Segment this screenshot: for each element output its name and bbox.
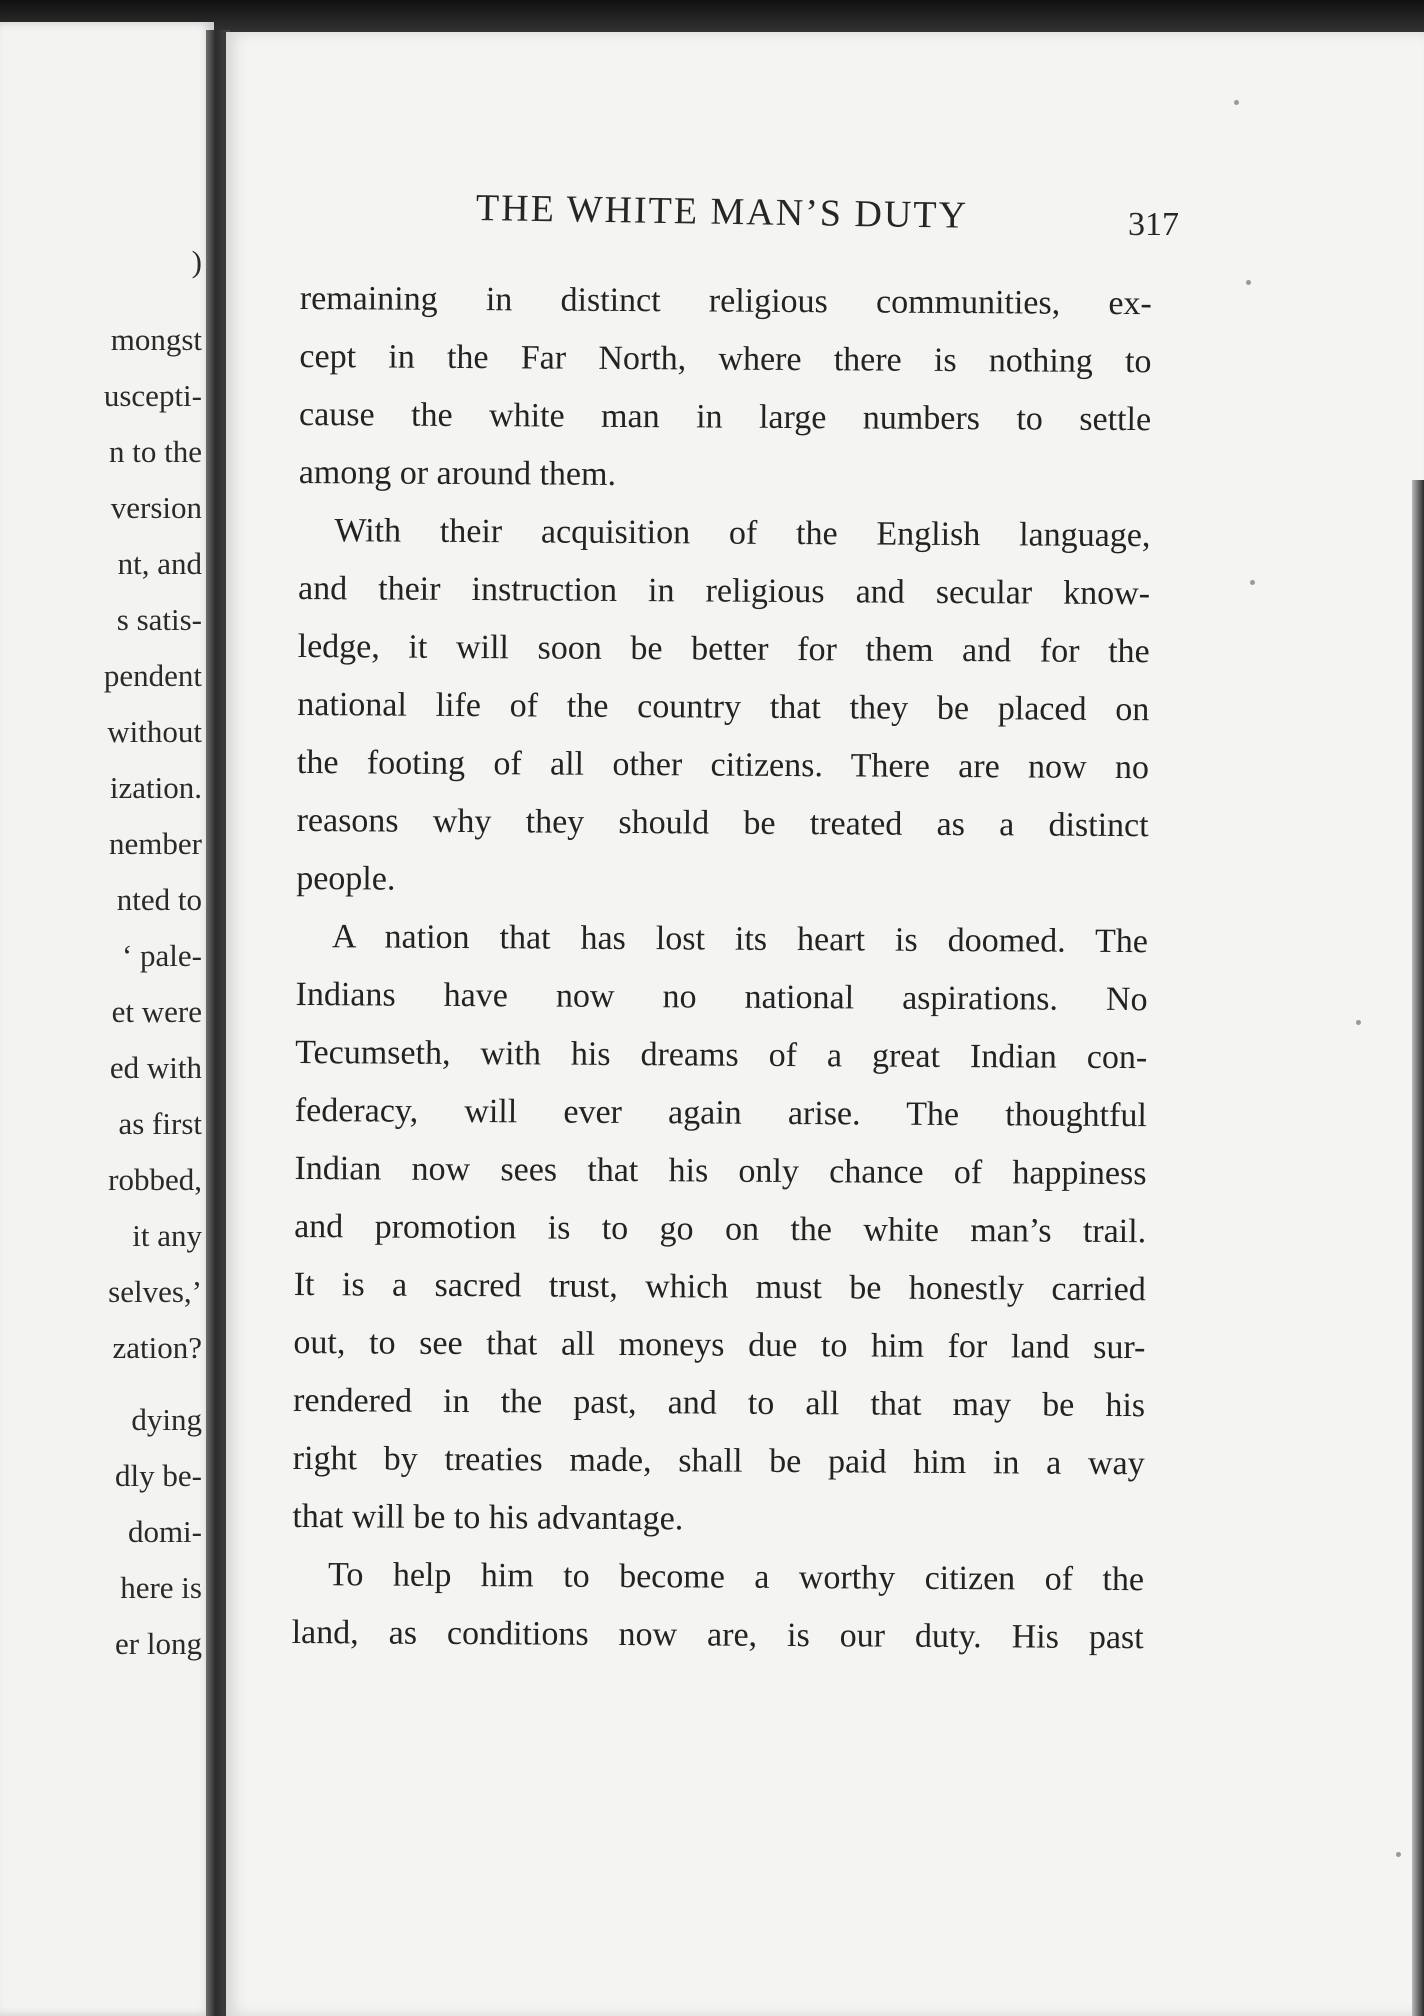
text-line: To help him to become a worthy citizen of the bbox=[327, 1556, 1145, 1599]
left-page-line: dying bbox=[131, 1402, 202, 1437]
text-line: It is a sacred trust, which must be honestly carried bbox=[293, 1265, 1146, 1309]
text-line: among or around them. bbox=[298, 453, 617, 493]
paper-speck bbox=[1246, 280, 1251, 285]
text-line: A nation that has lost its heart is doomed. The bbox=[331, 918, 1149, 961]
paper-speck bbox=[1356, 1020, 1361, 1025]
text-line: cause the white man in large numbers to settle bbox=[299, 395, 1152, 439]
text-line: remaining in distinct religious communities, ex- bbox=[299, 279, 1152, 323]
left-page-line: et were bbox=[111, 994, 202, 1029]
text-line: out, to see that all moneys due to him for land sur- bbox=[293, 1323, 1146, 1367]
left-page-line: nember bbox=[109, 826, 202, 861]
text-line: With their acquisition of the English language, bbox=[334, 512, 1151, 555]
text-line: federacy, will ever again arise. The thoughtful bbox=[294, 1091, 1147, 1135]
text-line: people. bbox=[296, 859, 396, 898]
left-page-line: er long bbox=[115, 1626, 202, 1661]
left-page-line: ) bbox=[191, 244, 202, 279]
left-page-line: it any bbox=[132, 1218, 202, 1253]
body-text bbox=[291, 270, 1199, 1667]
text-line: and their instruction in religious and secular know- bbox=[297, 569, 1151, 613]
text-line: Tecumseth, with his dreams of a great Indian con- bbox=[295, 1033, 1148, 1077]
left-page-line: pendent bbox=[103, 658, 202, 693]
paper-speck bbox=[1250, 580, 1255, 585]
left-page-line: ‘ pale- bbox=[121, 938, 202, 973]
left-page-line: n to the bbox=[109, 434, 202, 469]
running-head: THE WHITE MAN’S DUTY bbox=[475, 187, 969, 237]
page-number: 317 bbox=[1128, 206, 1179, 243]
paper-speck bbox=[1234, 100, 1239, 105]
text-line: land, as conditions now are, is our duty. His past bbox=[291, 1613, 1144, 1657]
left-page-line: ization. bbox=[109, 770, 202, 805]
left-page-line: zation? bbox=[112, 1330, 202, 1365]
text-line: rendered in the past, and to all that may be his bbox=[292, 1381, 1146, 1425]
left-page-line: nted to bbox=[116, 882, 202, 917]
paper-speck bbox=[1396, 1852, 1401, 1857]
left-page-line: without bbox=[107, 714, 202, 749]
left-page-line: robbed, bbox=[108, 1162, 202, 1197]
text-line: reasons why they should be treated as a distinct bbox=[296, 801, 1149, 845]
text-line: national life of the country that they be placed on bbox=[297, 685, 1150, 729]
text-line: that will be to his advantage. bbox=[292, 1497, 684, 1538]
left-page-line: ed with bbox=[109, 1050, 202, 1085]
paragraph bbox=[299, 270, 1200, 507]
left-page-line: mongst bbox=[110, 322, 202, 357]
text-line: Indian now sees that his only chance of happiness bbox=[294, 1149, 1147, 1193]
right-page-edge bbox=[1412, 480, 1424, 2016]
left-facing-page bbox=[0, 22, 214, 2016]
left-page-line: as first bbox=[118, 1106, 202, 1141]
text-line: the footing of all other citizens. There are now no bbox=[296, 743, 1150, 787]
left-page-line: domi- bbox=[127, 1514, 202, 1549]
paragraph bbox=[292, 908, 1196, 1551]
text-line: and promotion is to go on the white man’s trail. bbox=[294, 1207, 1147, 1251]
text-line: ledge, it will soon be better for them and for the bbox=[297, 627, 1150, 671]
left-page-line: uscepti- bbox=[103, 378, 202, 413]
text-line: right by treaties made, shall be paid him in a way bbox=[292, 1439, 1145, 1483]
left-page-line: version bbox=[110, 490, 202, 525]
text-line: cept in the Far North, where there is nothing to bbox=[299, 337, 1152, 381]
paragraph bbox=[291, 1546, 1192, 1667]
left-page-line: s satis- bbox=[116, 602, 202, 637]
left-page-line: dly be- bbox=[115, 1458, 202, 1493]
left-page-line: here is bbox=[120, 1570, 202, 1605]
left-page-line: selves,’ bbox=[108, 1274, 202, 1309]
left-page-line: nt, and bbox=[117, 546, 202, 581]
text-line: Indians have now no national aspirations. No bbox=[295, 975, 1148, 1019]
paragraph bbox=[296, 502, 1198, 913]
